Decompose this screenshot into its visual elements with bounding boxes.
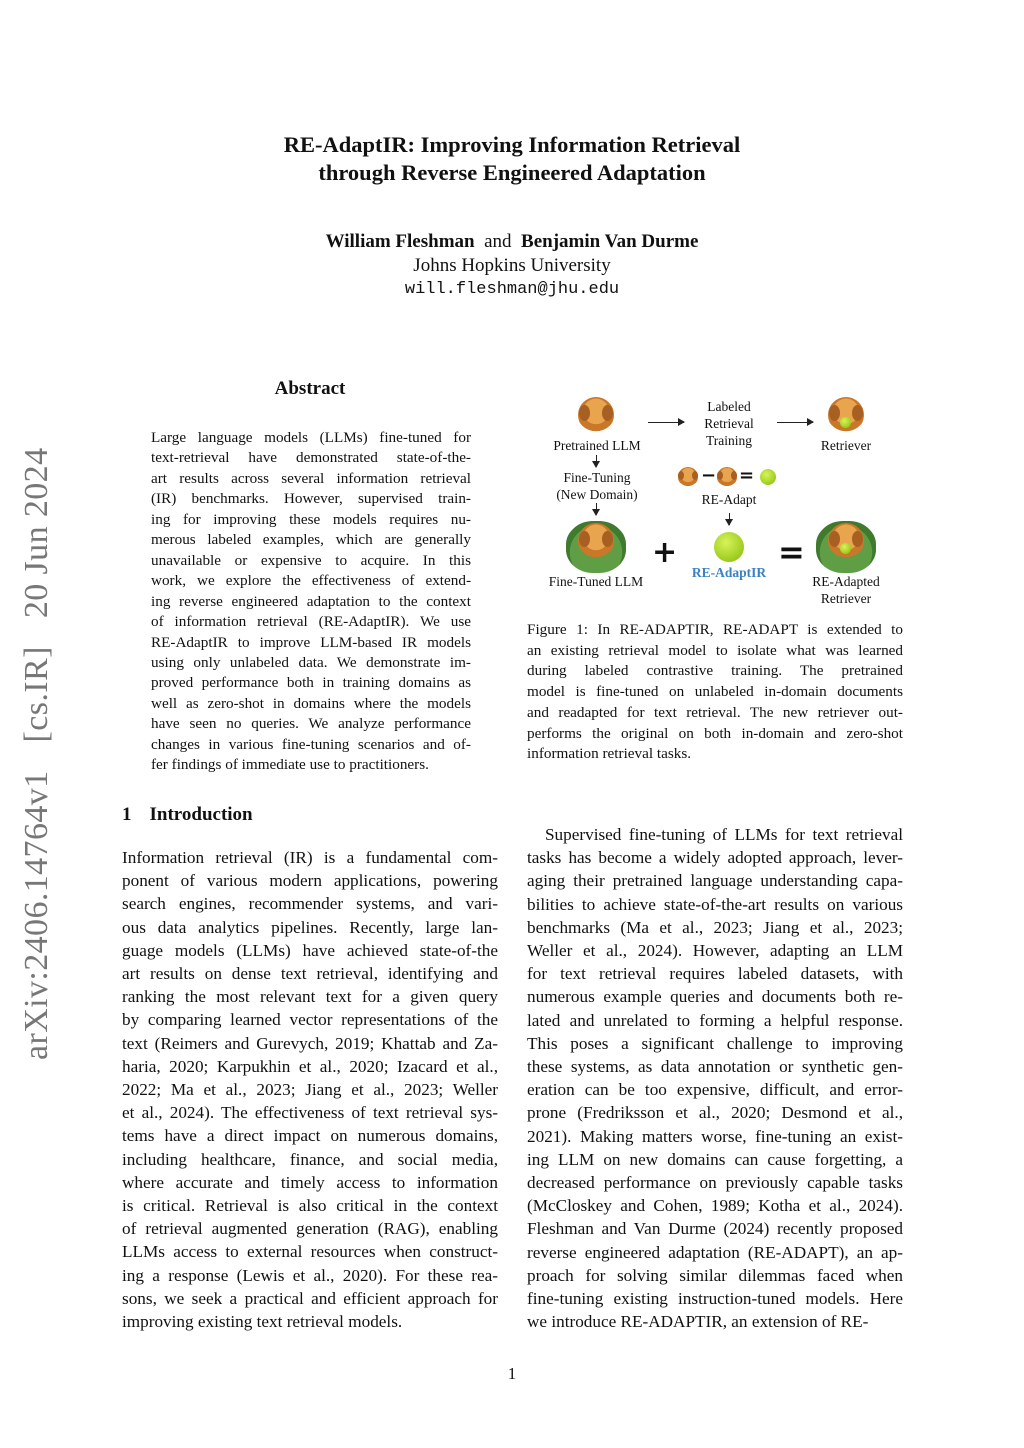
arxiv-date: 20 Jun 2024 bbox=[18, 447, 55, 619]
section-title: Introduction bbox=[149, 804, 253, 825]
abstract-line: ing reverse engineered adaptation to the context bbox=[151, 592, 471, 610]
paragraph-line: ing LLM on new domains can cause forgetting, a bbox=[527, 1149, 903, 1169]
re-adaptir-ball-icon bbox=[714, 532, 744, 562]
paragraph-line: eration can be too expensive, difficult, and error- bbox=[527, 1080, 903, 1100]
pretrained-llm-dog-icon bbox=[578, 397, 614, 433]
section-number: 1 bbox=[122, 804, 132, 825]
paragraph-line: art results on dense text retrieval, identifying and bbox=[122, 964, 498, 984]
paragraph-line: 2022; Ma et al., 2023; Jiang et al., 2023; Weller bbox=[122, 1080, 498, 1100]
paragraph-line: prone (Fredriksson et al., 2020; Desmond et al., bbox=[527, 1103, 903, 1123]
paragraph-line: guage models (LLMs) have achieved state-of-the bbox=[122, 940, 498, 960]
abstract-line: proved performance both in training domains as bbox=[151, 674, 471, 692]
paragraph-line: Fleshman and Van Durme (2024) recently proposed bbox=[527, 1219, 903, 1239]
paragraph-line: fine-tuning existing instruction-tuned models. Here bbox=[527, 1289, 903, 1309]
paragraph-line: tasks has become a widely adopted approach, lever- bbox=[527, 848, 903, 868]
abstract-line: using only unlabeled data. We demonstrate im- bbox=[151, 653, 471, 671]
label-retriever: Retriever bbox=[820, 438, 872, 453]
paragraph-line: sons, we seek a practical and efficient approach for bbox=[122, 1288, 498, 1308]
figure-1 bbox=[540, 395, 905, 610]
abstract-line: work, we explore the effectiveness of extend- bbox=[151, 572, 471, 590]
title-line-2: through Reverse Engineered Adaptation bbox=[318, 160, 706, 185]
minus-sign: − bbox=[701, 465, 717, 486]
paragraph-line: (McCloskey and Cohen, 1989; Kotha et al., 2024). bbox=[527, 1196, 903, 1216]
paragraph-line: ranking the most relevant text for a given query bbox=[122, 987, 498, 1007]
affiliation: Johns Hopkins University bbox=[413, 255, 611, 276]
abstract-line: fer findings of immediate use to practitioners. bbox=[151, 756, 429, 774]
paragraph-line: Weller et al., 2024). However, adapting an LLM bbox=[527, 941, 903, 961]
arrow-right-1 bbox=[648, 422, 684, 423]
caption-line: an existing retrieval model to isolate what was learned bbox=[527, 641, 903, 659]
author-2: Benjamin Van Durme bbox=[521, 231, 699, 252]
paragraph-line: benchmarks (Ma et al., 2023; Jiang et al., 2023; bbox=[527, 917, 903, 937]
paragraph-line: tems have a direct impact on numerous domains, bbox=[122, 1126, 498, 1146]
paragraph-line: aging their pretrained language understanding capa- bbox=[527, 871, 903, 891]
paragraph-line: 2021). Making matters worse, fine-tuning an exist- bbox=[527, 1126, 903, 1146]
paragraph-line: This poses a significant challenge to improving bbox=[527, 1033, 903, 1053]
paragraph-line: decreased performance on previously capable tasks bbox=[527, 1173, 903, 1193]
arxiv-category: [cs.IR] bbox=[18, 646, 55, 743]
paragraph-line: these systems, as data annotation or synthetic gen- bbox=[527, 1057, 903, 1077]
abstract-line: well as zero-shot in domains where the models bbox=[151, 694, 471, 712]
caption-line: performs the original on both in-domain and zero-shot bbox=[527, 724, 903, 742]
caption-line: Figure 1: In RE-ADAPTIR, RE-ADAPT is extended to bbox=[527, 621, 903, 638]
title-line-1: RE-AdaptIR: Improving Information Retrieval bbox=[283, 132, 741, 157]
abstract-line: ing for improving these models requires nu- bbox=[151, 510, 471, 528]
page-number: 1 bbox=[507, 1364, 517, 1383]
abstract-body bbox=[151, 428, 471, 776]
paragraph-line: improving existing text retrieval models. bbox=[122, 1312, 403, 1332]
paragraph-line: et al., 2024). The effectiveness of text retrieval sys- bbox=[122, 1103, 498, 1123]
paragraph-line: proach for solving similar dilemmas faced when bbox=[527, 1265, 903, 1285]
arrow-right-2 bbox=[777, 422, 813, 423]
paragraph-line: where accurate and timely access to information bbox=[122, 1172, 498, 1192]
author-conjunction: and bbox=[484, 231, 512, 252]
arrow-down-1 bbox=[596, 455, 597, 467]
paragraph-line: bilities to achieve state-of-the-art results on various bbox=[527, 894, 903, 914]
paragraph-line: Information retrieval (IR) is a fundamental com- bbox=[122, 848, 498, 867]
abstract-line: text-retrieval have demonstrated state-of-the- bbox=[151, 449, 471, 467]
figure-caption bbox=[527, 620, 903, 765]
paragraph-line: LLMs access to external resources when construct- bbox=[122, 1242, 498, 1262]
label-fine-tuned-llm: Fine-Tuned LLM bbox=[548, 574, 644, 589]
paragraph-line: search engines, recommender systems, and vari- bbox=[122, 894, 498, 914]
paragraph-line: for text retrieval requires labeled datasets, with bbox=[527, 964, 903, 984]
caption-line: and readapted for text retrieval. The new retriever out- bbox=[527, 703, 903, 721]
paragraph-line: Supervised fine-tuning of LLMs for text retrieval bbox=[545, 825, 903, 844]
paper-title bbox=[0, 131, 1024, 187]
abstract-line: Large language models (LLMs) fine-tuned for bbox=[151, 429, 471, 446]
intro-left-column bbox=[122, 846, 498, 1333]
paragraph-line: by comparing learned vector representations of the bbox=[122, 1010, 498, 1030]
abstract-line: art results across several information retrieval bbox=[151, 469, 471, 487]
section-heading-introduction bbox=[122, 804, 253, 826]
arrow-down-3 bbox=[729, 513, 730, 525]
paragraph-line: ous data analytics pipelines. Recently, large lan- bbox=[122, 917, 498, 937]
equation-dog-icon-1 bbox=[678, 467, 698, 487]
abstract-line: merous labeled examples, which are generally bbox=[151, 531, 471, 549]
paragraph-line: we introduce RE-ADAPTIR, an extension of RE- bbox=[527, 1312, 869, 1332]
paragraph-line: numerous example queries and documents both re- bbox=[527, 987, 903, 1007]
paragraph-line: text (Reimers and Gurevych, 2019; Khattab and Za- bbox=[122, 1033, 498, 1053]
re-adapted-ball-icon bbox=[840, 543, 851, 554]
label-re-adaptir: RE-AdaptIR bbox=[691, 565, 767, 580]
abstract-line: RE-AdaptIR to improve LLM-based IR models bbox=[151, 633, 471, 651]
caption-line: during labeled contrastive training. The pretrained bbox=[527, 662, 903, 680]
paragraph-line: lated and unrelated to forming a helpful response. bbox=[527, 1010, 903, 1030]
arrow-down-2 bbox=[596, 503, 597, 515]
abstract-line: changes in various fine-tuning scenarios and of- bbox=[151, 735, 471, 753]
label-pretrained-llm: Pretrained LLM bbox=[553, 438, 641, 453]
equals-sign-small: = bbox=[739, 465, 755, 486]
abstract-line: of information retrieval (RE-AdaptIR). We use bbox=[151, 613, 471, 631]
equation-dog-icon-2 bbox=[717, 467, 737, 487]
equation-ball-icon bbox=[760, 469, 776, 485]
arxiv-stamp bbox=[18, 448, 56, 1060]
author-block bbox=[0, 230, 1024, 302]
paragraph-line: ing a response (Lewis et al., 2020). For these rea- bbox=[122, 1265, 498, 1285]
intro-right-column bbox=[527, 823, 903, 1333]
paragraph-line: ponent of various modern applications, powering bbox=[122, 871, 498, 891]
plus-sign: + bbox=[652, 535, 678, 570]
abstract-line: unavailable or expensive to acquire. In this bbox=[151, 551, 471, 569]
paragraph-line: haria, 2020; Karpukhin et al., 2020; Izacard et al., bbox=[122, 1056, 498, 1076]
paragraph-line: reverse engineered adaptation (RE-ADAPT), an ap- bbox=[527, 1242, 903, 1262]
retriever-ball-icon bbox=[840, 417, 851, 428]
label-re-adapted-retriever: RE-Adapted Retriever bbox=[812, 574, 880, 606]
caption-line: information retrieval tasks. bbox=[527, 745, 692, 763]
paragraph-line: including healthcare, finance, and social media, bbox=[122, 1149, 498, 1169]
abstract-heading: Abstract bbox=[274, 378, 346, 399]
arxiv-id: arXiv:2406.14764v1 bbox=[18, 770, 55, 1060]
email: will.fleshman@jhu.edu bbox=[404, 280, 620, 299]
paragraph-line: is critical. Retrieval is also critical in the context bbox=[122, 1196, 498, 1216]
label-re-adapt: RE-Adapt bbox=[701, 492, 757, 507]
label-labeled-retrieval-training: Labeled Retrieval Training bbox=[704, 399, 754, 448]
paragraph-line: of retrieval augmented generation (RAG), enabling bbox=[122, 1219, 498, 1239]
author-1: William Fleshman bbox=[325, 231, 475, 252]
abstract-line: (IR) benchmarks. However, supervised train- bbox=[151, 490, 471, 508]
equals-sign-large: = bbox=[778, 533, 805, 571]
caption-line: model is fine-tuned on unlabeled in-domain documents bbox=[527, 683, 903, 701]
abstract-line: have seen no queries. We analyze performance bbox=[151, 715, 471, 733]
fine-tuned-dog-icon bbox=[578, 523, 614, 559]
label-fine-tuning: Fine-Tuning (New Domain) bbox=[556, 470, 638, 502]
